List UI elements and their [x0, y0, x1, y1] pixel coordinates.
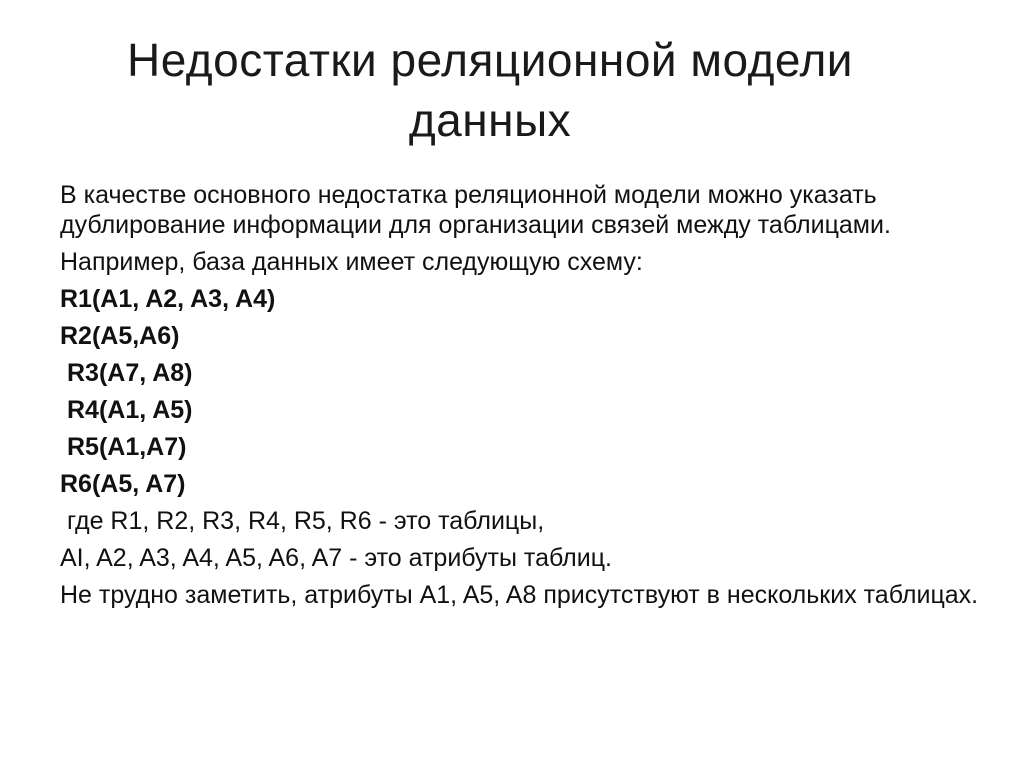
slide-title [40, 30, 940, 150]
schema-relation-r4: R4(A1, A5) [67, 396, 193, 424]
schema-relation-r1: R1(A1, A2, A3, A4) [60, 285, 276, 313]
example-lead-paragraph: Например, база данных имеет следующую схему: [60, 248, 643, 276]
attributes-paragraph: AI, A2, A3, A4, A5, A6, A7 - это атрибуты таблиц. [60, 544, 613, 572]
where-tables-paragraph: где R1, R2, R3, R4, R5, R6 - это таблицы, [67, 507, 545, 535]
schema-relation-r2: R2(A5,A6) [60, 322, 180, 350]
schema-relation-r3: R3(A7, A8) [67, 359, 193, 387]
schema-relation-r6: R6(A5, A7) [60, 470, 186, 498]
slide-title-line-1: Недостатки реляционной модели [126, 34, 854, 86]
slide-title-line-2: данных [408, 94, 572, 146]
intro-paragraph: В качестве основного недостатка реляционной модели можно указать дублирование информации для организации связей между таблицами. [60, 181, 891, 239]
schema-relation-r5: R5(A1,A7) [67, 433, 187, 461]
slide-body [60, 180, 980, 617]
conclusion-paragraph: Не трудно заметить, атрибуты A1, A5, A8 присутствуют в нескольких таблицах. [60, 581, 979, 609]
